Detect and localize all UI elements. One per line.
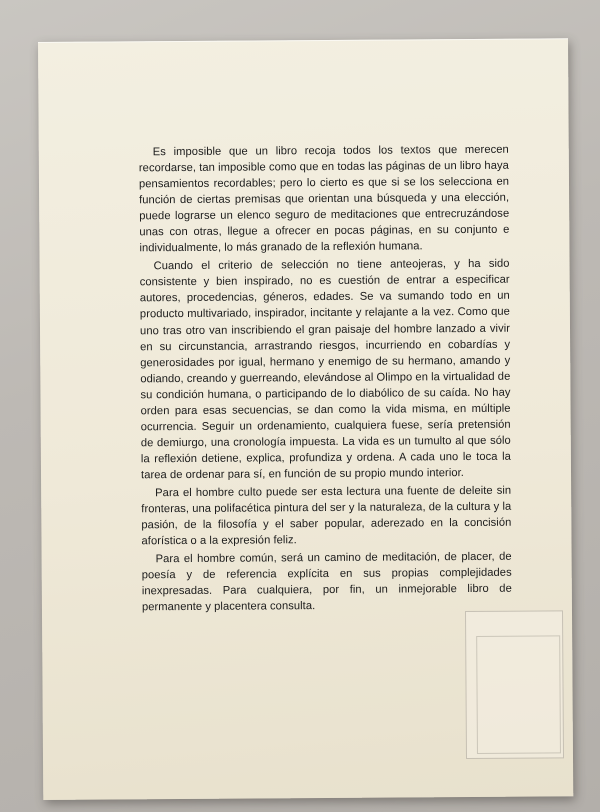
paragraph-1: Es imposible que un libro recoja todos los textos que merecen recordarse, tan imposible como que en todas las páginas de un libro haya pensamientos recordables; pero lo cierto es que si se los selecciona en función de ciertas premisas que orientan una búsqueda y una elección, puede lograrse un elenco seguro de meditaciones que entrecruzándose unas con otras, llegue a ofrecer en pocas páginas, en su conjunto e individualmente, lo más granado de la reflexión humana. xyxy=(138,143,510,255)
book-back-cover xyxy=(38,38,573,800)
paragraph-4: Para el hombre común, será un camino de meditación, de placer, de poesía y de referencia explícita en sus propias complejidades inexpresadas. Para cualquiera, por fin, un inmejorable libro de permanente y placentera consulta. xyxy=(141,550,512,614)
price-sticker-outline xyxy=(465,610,564,759)
paragraph-2: Cuando el criterio de selección no tiene anteojeras, y ha sido consistente y bien inspirado, no es cuestión de entrar a especificar autores, procedencias, géneros, edades. Se va sumando todo en un producto multivariado, inspirador, incitante y relajante a la vez. Como que uno tras otro van inscribiendo el gran paisaje del hombre lanzado a vivir en su circunstancia, arrastrando riesgos, incurriendo en cobardías y generosidades por igual, hermano y enemigo de su hermano, amando y odiando, creando y guerreando, elevándose al Olimpo en la virtualidad de su condición humana, o participando de lo diabólico de su caída. No hay orden para esas secuencias, se dan como la vida misma, en múltiple ocurrencia. Seguir un ordenamiento, cualquiera fuese, sería pretensión de demiurgo, una cronología impuesta. La vida es un tumulto al que sólo la reflexión detiene, explica, profundiza y ordena. A cada uno le toca la tarea de ordenar para sí, en función de su propio mundo interior. xyxy=(139,258,511,482)
sticker-inner-outline xyxy=(476,635,561,754)
back-cover-text xyxy=(139,142,512,618)
paragraph-3: Para el hombre culto puede ser esta lectura una fuente de deleite sin fronteras, una polifacética pintura del ser y la naturaleza, de la cultura y la pasión, de la filosofía y el saber popular, aderezado en la concisión aforística o a la expresión feliz. xyxy=(141,484,512,548)
